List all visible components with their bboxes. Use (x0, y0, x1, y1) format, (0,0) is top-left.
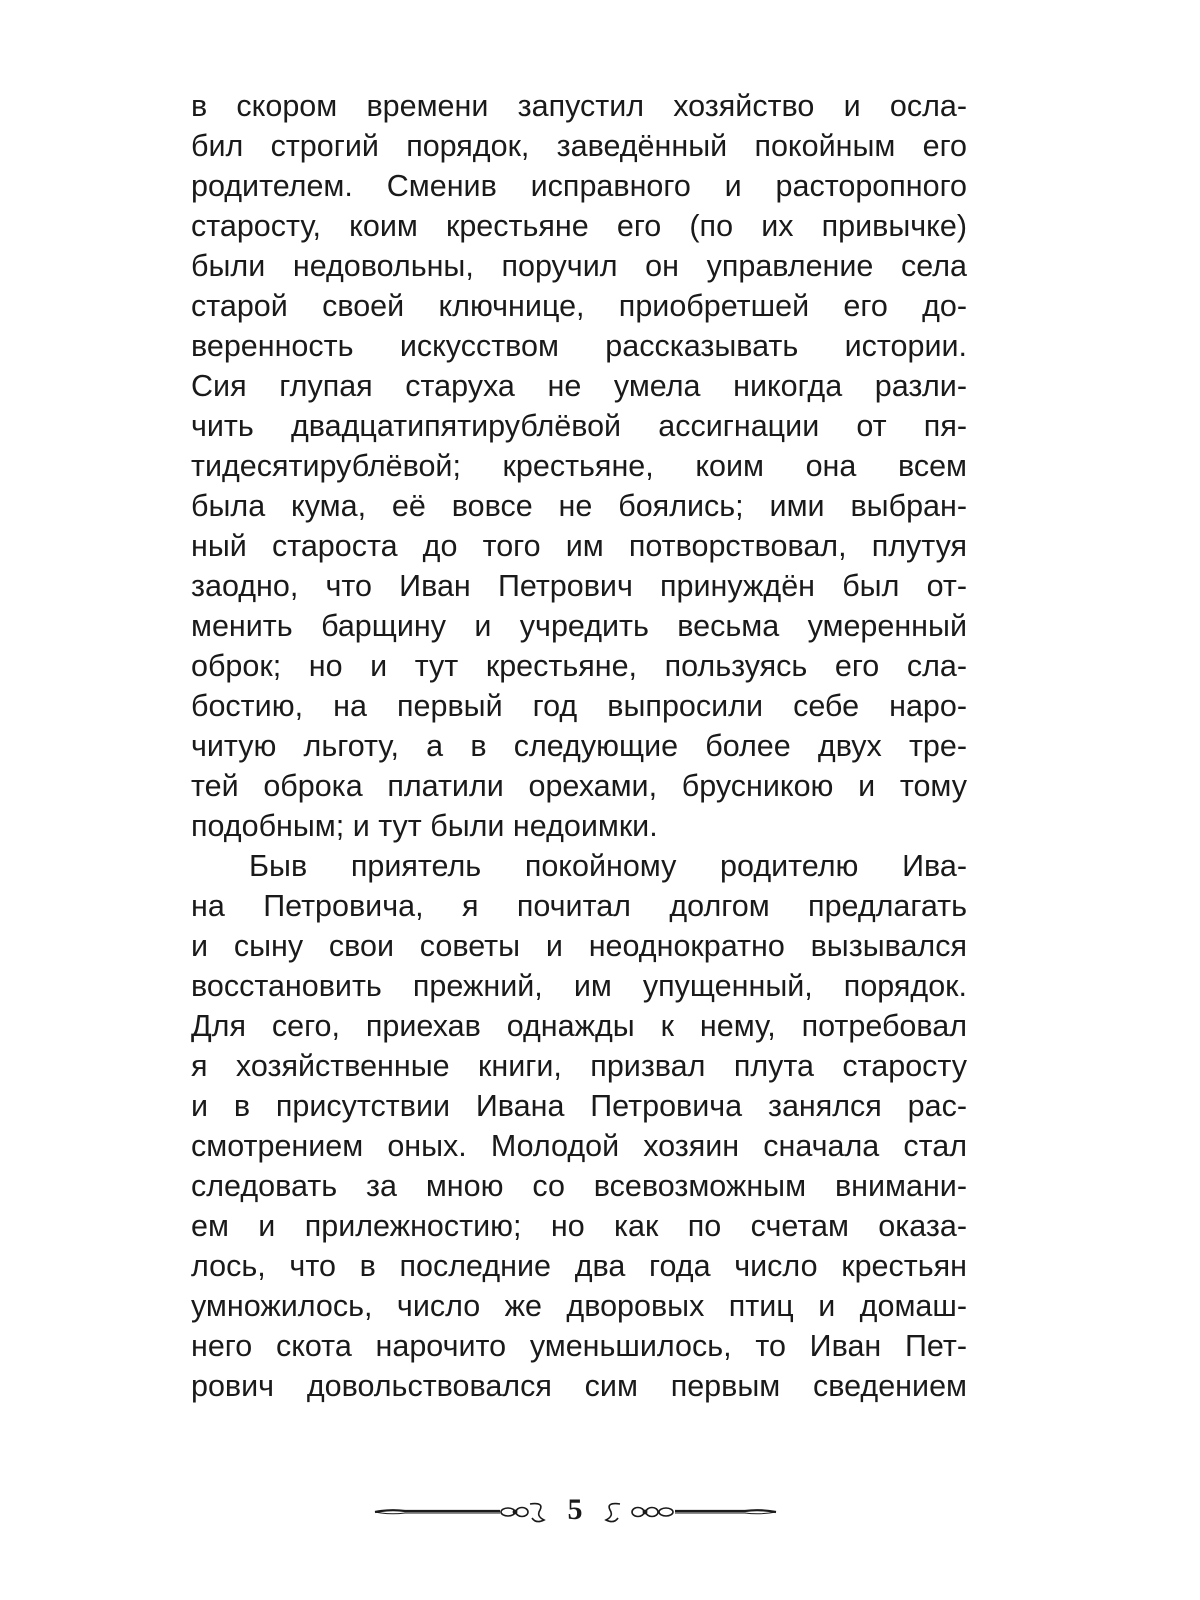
text-line: Быв приятель покойному родителю Ива- (249, 849, 967, 883)
text-line: бостию, на первый год выпросили себе наро- (191, 689, 967, 723)
text-line: старосту, коим крестьяне его (по их привычке) (191, 209, 967, 243)
text-line: смотрением оных. Молодой хозяин сначала стал (191, 1129, 967, 1163)
text-line: менить барщину и учредить весьма умеренный (191, 609, 967, 643)
text-line: Сия глупая старуха не умела никогда разли- (191, 369, 967, 403)
body-text (191, 86, 967, 1406)
text-line: я хозяйственные книги, призвал плута старосту (191, 1049, 967, 1083)
text-line: оброк; но и тут крестьяне, пользуясь его сла- (191, 649, 967, 683)
paragraph-1 (191, 86, 967, 846)
ornament-flourish-icon (375, 1504, 544, 1522)
text-line: родителем. Сменив исправного и расторопного (191, 169, 967, 203)
page-footer (0, 1480, 1200, 1540)
text-line: была кума, её вовсе не боялись; ими выбран- (191, 489, 967, 523)
text-line: Для сего, приехав однажды к нему, потребовал (191, 1009, 967, 1043)
text-line: и сыну свои советы и неоднократно вызывался (191, 929, 967, 963)
text-line: веренность искусством рассказывать истории. (191, 329, 967, 363)
text-line: следовать за мною со всевозможным внимани- (191, 1169, 967, 1203)
text-line: него скота нарочито уменьшилось, то Иван Пет- (191, 1329, 967, 1363)
text-line: восстановить прежний, им упущенный, порядок. (191, 969, 967, 1003)
text-line: рович довольствовался сим первым сведением (191, 1369, 967, 1403)
text-line: ем и прилежностию; но как по счетам оказа- (191, 1209, 967, 1243)
ornament-flourish-icon (606, 1504, 776, 1522)
text-line: заодно, что Иван Петрович принуждён был от- (191, 569, 967, 603)
paragraph-2 (191, 846, 967, 1406)
text-line: в скором времени запустил хозяйство и осла- (191, 89, 967, 123)
text-line: подобным; и тут были недоимки. (191, 809, 658, 843)
text-line: читую льготу, а в следующие более двух тре- (191, 729, 967, 763)
page-number: 5 (567, 1493, 583, 1526)
text-line: были недовольны, поручил он управление села (191, 249, 967, 283)
footer-ornament (0, 1480, 1200, 1540)
text-line: лось, что в последние два года число крестьян (191, 1249, 967, 1283)
text-line: тей оброка платили орехами, брусникою и тому (191, 769, 967, 803)
text-line: на Петровича, я почитал долгом предлагать (191, 889, 967, 923)
text-line: старой своей ключнице, приобретшей его до- (191, 289, 967, 323)
text-line: чить двадцатипятирублёвой ассигнации от пя- (191, 409, 967, 443)
text-line: тидесятирублёвой; крестьяне, коим она всем (191, 449, 967, 483)
text-line: ный староста до того им потворствовал, плутуя (191, 529, 967, 563)
text-line: и в присутствии Ивана Петровича занялся рас- (191, 1089, 967, 1123)
text-line: умножилось, число же дворовых птиц и домаш- (191, 1289, 967, 1323)
text-line: бил строгий порядок, заведённый покойным его (191, 129, 967, 163)
